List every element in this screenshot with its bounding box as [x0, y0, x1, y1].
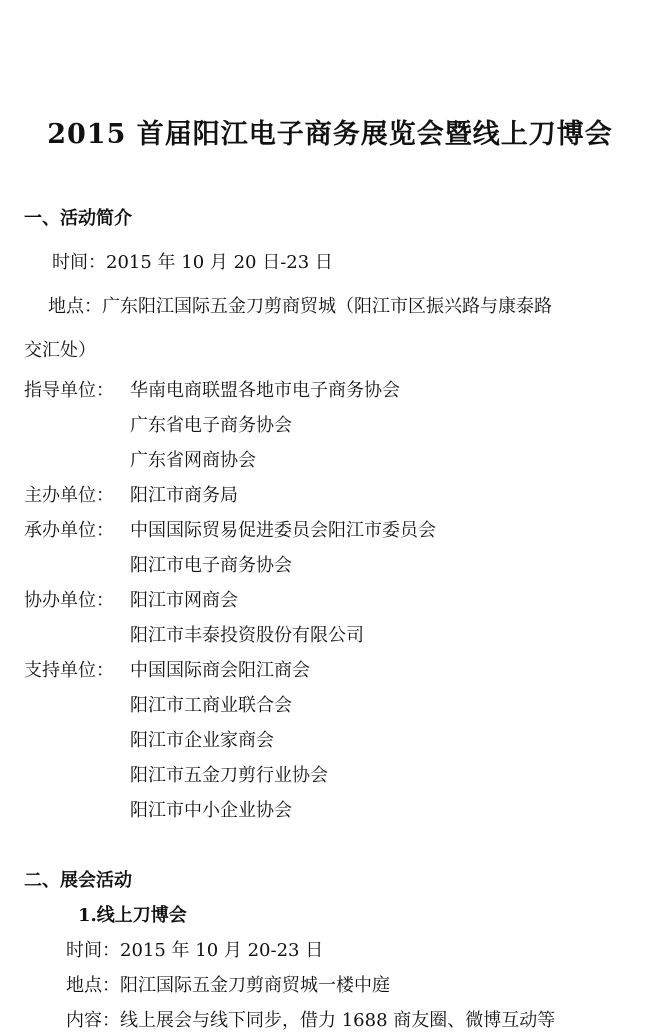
guide-unit: 广东省网商协会	[130, 450, 256, 471]
event-place-line-1: 地点：广东阳江国际五金刀剪商贸城（阳江市区振兴路与康泰路	[48, 296, 552, 317]
support-unit: 阳江市工商业联合会	[130, 695, 292, 716]
guide-unit: 广东省电子商务协会	[130, 415, 292, 436]
host-unit: 阳江市商务局	[130, 485, 238, 506]
section-heading-intro: 一、活动简介	[24, 208, 132, 229]
organizer-label: 承办单位：	[24, 520, 114, 541]
co-organizer-label: 协办单位：	[24, 590, 114, 611]
host-label: 主办单位：	[24, 485, 114, 506]
subsection-heading-online-fair: 1.线上刀博会	[78, 905, 187, 926]
online-fair-content: 内容：线上展会与线下同步，借力 1688 商友圈、微博互动等	[66, 1010, 556, 1031]
organizer-unit: 中国国际贸易促进委员会阳江市委员会	[130, 520, 436, 541]
support-unit: 阳江市中小企业协会	[130, 800, 292, 821]
support-label: 支持单位：	[24, 660, 114, 681]
online-fair-place: 地点：阳江国际五金刀剪商贸城一楼中庭	[66, 975, 390, 996]
support-unit: 中国国际商会阳江商会	[130, 660, 310, 681]
section-heading-exhibition: 二、展会活动	[24, 870, 132, 891]
online-fair-time: 时间：2015 年 10 月 20-23 日	[66, 940, 324, 961]
support-unit: 阳江市五金刀剪行业协会	[130, 765, 328, 786]
guide-unit: 华南电商联盟各地市电子商务协会	[130, 380, 400, 401]
document-title: 2015 首届阳江电子商务展览会暨线上刀博会	[47, 119, 613, 150]
co-organizer-unit: 阳江市网商会	[130, 590, 238, 611]
support-unit: 阳江市企业家商会	[130, 730, 274, 751]
organizer-unit: 阳江市电子商务协会	[130, 555, 292, 576]
co-organizer-unit: 阳江市丰泰投资股份有限公司	[130, 625, 364, 646]
guide-label: 指导单位：	[24, 380, 114, 401]
event-time: 时间：2015 年 10 月 20 日-23 日	[52, 252, 333, 273]
event-place-line-2: 交汇处）	[24, 340, 96, 361]
